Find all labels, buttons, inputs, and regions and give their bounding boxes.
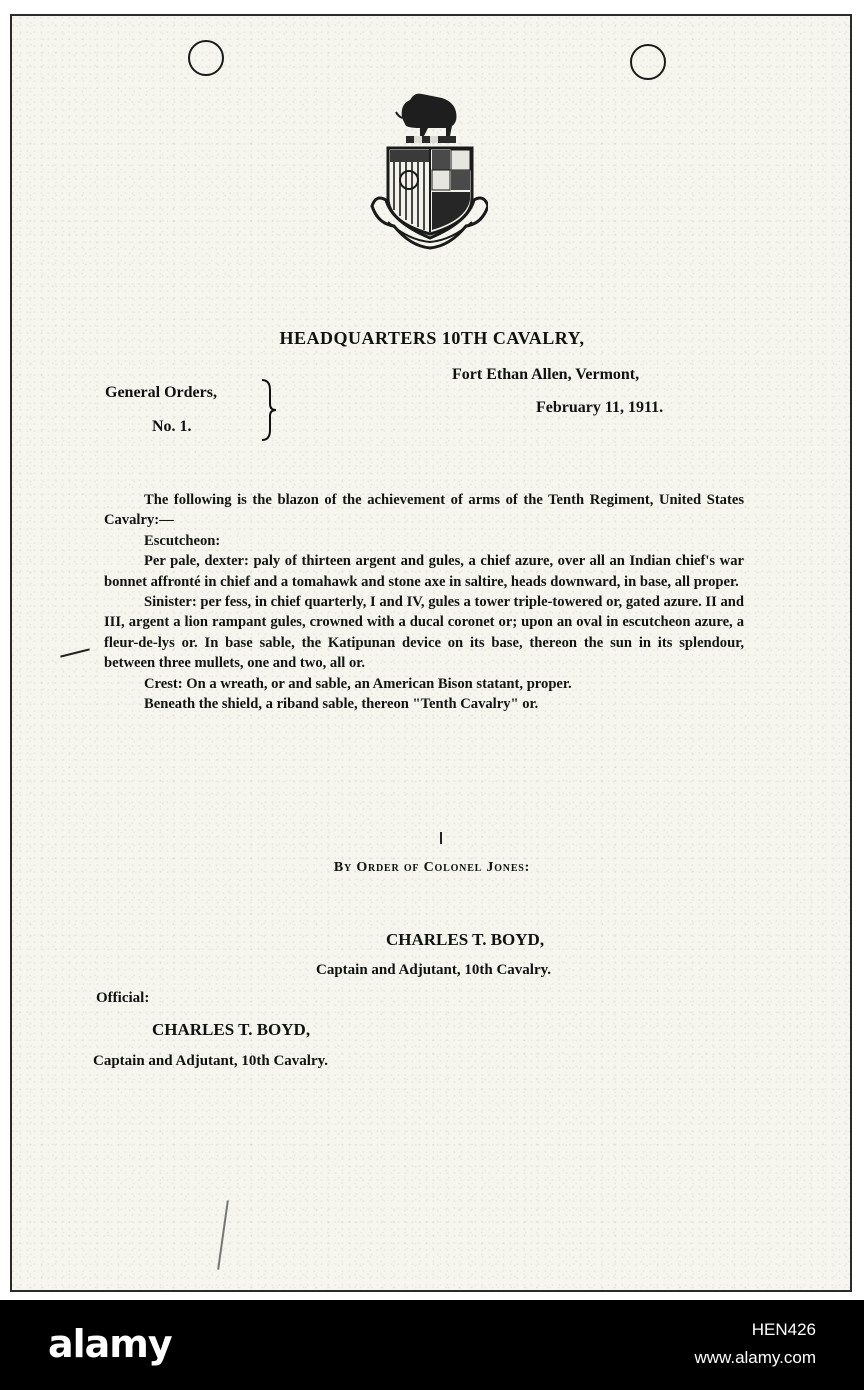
- document-heading: HEADQUARTERS 10TH CAVALRY,: [279, 328, 585, 348]
- blazon-text: [104, 490, 744, 714]
- blazon-intro: The following is the blazon of the achievement of arms of the Tenth Regiment, United States Cavalry:—: [104, 492, 744, 529]
- official-signature-name: CHARLES T. BOYD,: [152, 1020, 311, 1039]
- blazon-dexter: Per pale, dexter: paly of thirteen argent and gules, a chief azure, over all an Indian chief's war bonnet affronté in chief and a tomahawk and stone axe in saltire, heads downward, in base, all proper.: [104, 553, 744, 590]
- official-label: Official:: [96, 990, 150, 1006]
- blazon-riband: Beneath the shield, a riband sable, thereon "Tenth Cavalry" or.: [144, 696, 539, 713]
- site-url-label: www.alamy.com: [694, 1348, 816, 1367]
- blazon-crest: Crest: On a wreath, or and sable, an American Bison statant, proper.: [144, 675, 572, 692]
- signature-title: Captain and Adjutant, 10th Cavalry.: [316, 962, 552, 978]
- document-location: Fort Ethan Allen, Vermont,: [452, 366, 640, 383]
- blazon-sinister: Sinister: per fess, in chief quarterly, I and IV, gules a tower triple-towered or, gated azure. II and III, argent a lion rampant gules, crowned with a ducal coronet or; upon an oval in escutcheon azure, a fleur-de-lys or. In base sable, the Katipunan device on its base, thereon the sun in its splendour, between three mullets, one and two, all or.: [104, 594, 744, 672]
- image-id-label: HEN426: [751, 1320, 816, 1339]
- order-by-line: By Order of Colonel Jones:: [333, 860, 531, 875]
- blazon-escutcheon-label: Escutcheon:: [144, 532, 221, 549]
- signature-name: CHARLES T. BOYD,: [386, 930, 545, 949]
- punch-hole-left: [188, 40, 224, 76]
- watermark-footer: [0, 1300, 864, 1390]
- stray-mark: [440, 832, 442, 844]
- document-date: February 11, 1911.: [536, 399, 664, 416]
- official-signature-title: Captain and Adjutant, 10th Cavalry.: [93, 1053, 329, 1069]
- brace-icon: [258, 378, 280, 442]
- punch-hole-right: [630, 44, 666, 80]
- general-orders-number: No. 1.: [152, 418, 192, 435]
- general-orders-label: General Orders,: [105, 384, 217, 401]
- regimental-crest-icon: [358, 82, 488, 252]
- alamy-logo: alamy: [48, 1322, 172, 1366]
